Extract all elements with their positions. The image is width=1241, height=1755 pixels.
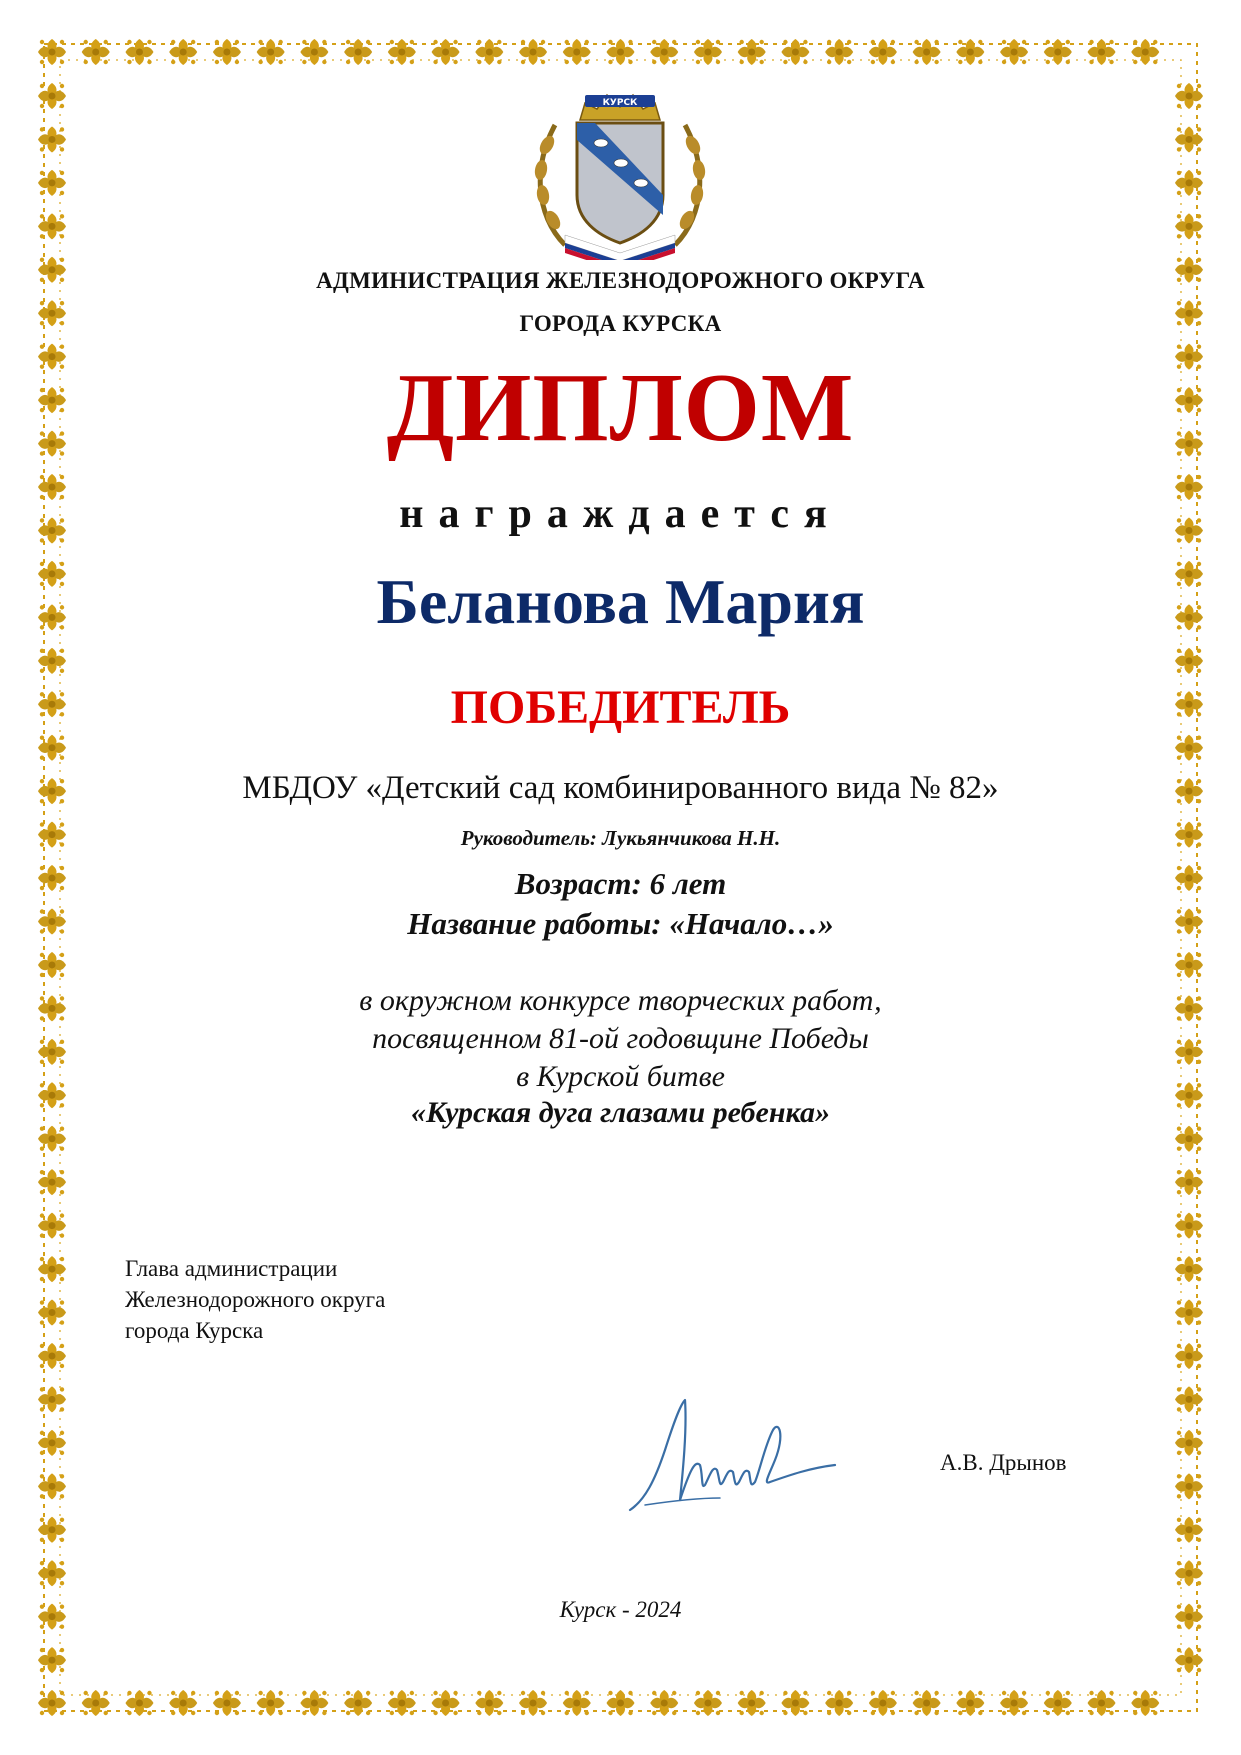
- frame-ornament: [38, 1256, 66, 1282]
- frame-ornament: [82, 1690, 110, 1716]
- frame-ornament: [82, 39, 110, 65]
- frame-ornament: [344, 1690, 372, 1716]
- frame-ornament: [1175, 1430, 1203, 1456]
- frame-ornament: [1131, 39, 1159, 65]
- signer-name: А.В. Дрынов: [940, 1450, 1067, 1475]
- winner-status: ПОБЕДИТЕЛЬ: [450, 681, 791, 734]
- diploma-title: ДИПЛОМ: [386, 354, 855, 462]
- frame-ornament: [563, 39, 591, 65]
- frame-ornament: [38, 1169, 66, 1195]
- frame-ornament: [432, 1690, 460, 1716]
- frame-ornament: [825, 1690, 853, 1716]
- frame-ornament: [388, 1690, 416, 1716]
- administration-header-line2: ГОРОДА КУРСКА: [519, 311, 722, 336]
- frame-ornament: [1175, 1517, 1203, 1543]
- frame-ornament: [519, 39, 547, 65]
- frame-ornament: [1175, 1343, 1203, 1369]
- frame-ornament: [825, 39, 853, 65]
- frame-ornament: [38, 1343, 66, 1369]
- frame-ornament: [1000, 39, 1028, 65]
- administration-header-line1: АДМИНИСТРАЦИЯ ЖЕЛЕЗНОДОРОЖНОГО ОКРУГА: [316, 268, 925, 293]
- frame-ornament: [519, 1690, 547, 1716]
- frame-ornament: [738, 39, 766, 65]
- work-title: Название работы: «Начало…»: [407, 906, 834, 941]
- frame-ornament: [125, 39, 153, 65]
- frame-ornament: [38, 648, 66, 674]
- frame-ornament: [650, 39, 678, 65]
- frame-ornament: [38, 126, 66, 152]
- frame-ornament: [956, 39, 984, 65]
- frame-ornament: [607, 1690, 635, 1716]
- frame-ornament: [1088, 1690, 1116, 1716]
- signer-title-line2: Железнодорожного округа: [125, 1287, 386, 1312]
- frame-ornament: [694, 39, 722, 65]
- frame-ornament: [344, 39, 372, 65]
- frame-ornament: [38, 1213, 66, 1239]
- awarded-text: награждается: [399, 491, 842, 537]
- frame-ornament: [213, 1690, 241, 1716]
- frame-ornament: [300, 39, 328, 65]
- contest-name: «Курская дуга глазами ребенка»: [411, 1096, 830, 1129]
- frame-ornament: [1175, 1473, 1203, 1499]
- frame-ornament: [169, 39, 197, 65]
- recipient-name: Беланова Мария: [376, 566, 865, 637]
- frame-ornament: [38, 735, 66, 761]
- frame-ornament: [1175, 1256, 1203, 1282]
- frame-ornament: [913, 39, 941, 65]
- frame-ornament: [38, 1300, 66, 1326]
- frame-ornament: [38, 1473, 66, 1499]
- frame-ornament: [694, 1690, 722, 1716]
- frame-ornament: [38, 1517, 66, 1543]
- frame-ornament: [1175, 952, 1203, 978]
- frame-ornament: [169, 1690, 197, 1716]
- participant-age: Возраст: 6 лет: [514, 866, 727, 901]
- frame-ornament: [1175, 735, 1203, 761]
- frame-ornament: [38, 1560, 66, 1586]
- frame-ornament: [213, 39, 241, 65]
- frame-ornament: [1175, 213, 1203, 239]
- frame-ornament: [1044, 1690, 1072, 1716]
- frame-ornament: [781, 39, 809, 65]
- signer-title-line1: Глава администрации: [125, 1256, 338, 1281]
- frame-ornament: [869, 1690, 897, 1716]
- frame-ornament: [1175, 1213, 1203, 1239]
- frame-ornament: [38, 1386, 66, 1412]
- organization-name: МБДОУ «Детский сад комбинированного вида № 82»: [242, 770, 999, 806]
- frame-ornament: [1175, 1300, 1203, 1326]
- frame-ornament: [956, 1690, 984, 1716]
- frame-ornament: [125, 1690, 153, 1716]
- signer-title-line3: города Курска: [125, 1318, 264, 1343]
- leader-name: Руководитель: Лукьянчикова Н.Н.: [460, 826, 781, 850]
- kursk-coat-of-arms-icon: [525, 85, 715, 260]
- frame-ornament: [475, 39, 503, 65]
- frame-ornament: [257, 1690, 285, 1716]
- frame-ornament: [781, 1690, 809, 1716]
- frame-ornament: [1175, 1169, 1203, 1195]
- frame-ornament: [38, 1690, 66, 1716]
- frame-ornament: [1175, 1386, 1203, 1412]
- frame-ornament: [38, 952, 66, 978]
- frame-ornament: [38, 1647, 66, 1673]
- frame-ornament: [869, 39, 897, 65]
- frame-ornament: [1175, 1647, 1203, 1673]
- frame-ornament: [913, 1690, 941, 1716]
- frame-ornament: [1175, 648, 1203, 674]
- frame-ornament: [563, 1690, 591, 1716]
- frame-ornament: [38, 213, 66, 239]
- place-and-year: Курск - 2024: [559, 1597, 682, 1622]
- frame-ornament: [475, 1690, 503, 1716]
- frame-ornament: [1175, 170, 1203, 196]
- frame-ornament: [1044, 39, 1072, 65]
- frame-ornament: [388, 39, 416, 65]
- frame-ornament: [1175, 126, 1203, 152]
- contest-description-line1: в окружном конкурсе творческих работ,: [359, 984, 882, 1017]
- frame-ornament: [300, 1690, 328, 1716]
- frame-ornament: [432, 39, 460, 65]
- frame-ornament: [1175, 1560, 1203, 1586]
- frame-ornament: [257, 39, 285, 65]
- signer-title: [125, 1253, 385, 1346]
- frame-ornament: [38, 83, 66, 109]
- emblem-ribbon-text: КУРСК: [602, 98, 638, 108]
- frame-ornament: [650, 1690, 678, 1716]
- contest-description-line2: посвященном 81-ой годовщине Победы: [372, 1022, 869, 1055]
- frame-ornament: [1088, 39, 1116, 65]
- frame-ornament: [607, 39, 635, 65]
- frame-ornament: [1131, 1690, 1159, 1716]
- frame-ornament: [1175, 83, 1203, 109]
- frame-ornament: [1000, 1690, 1028, 1716]
- handwritten-signature: [625, 1390, 845, 1530]
- frame-ornament: [38, 170, 66, 196]
- frame-ornament: [738, 1690, 766, 1716]
- frame-ornament: [38, 1430, 66, 1456]
- frame-ornament: [38, 39, 66, 65]
- contest-description-line3: в Курской битве: [516, 1060, 725, 1093]
